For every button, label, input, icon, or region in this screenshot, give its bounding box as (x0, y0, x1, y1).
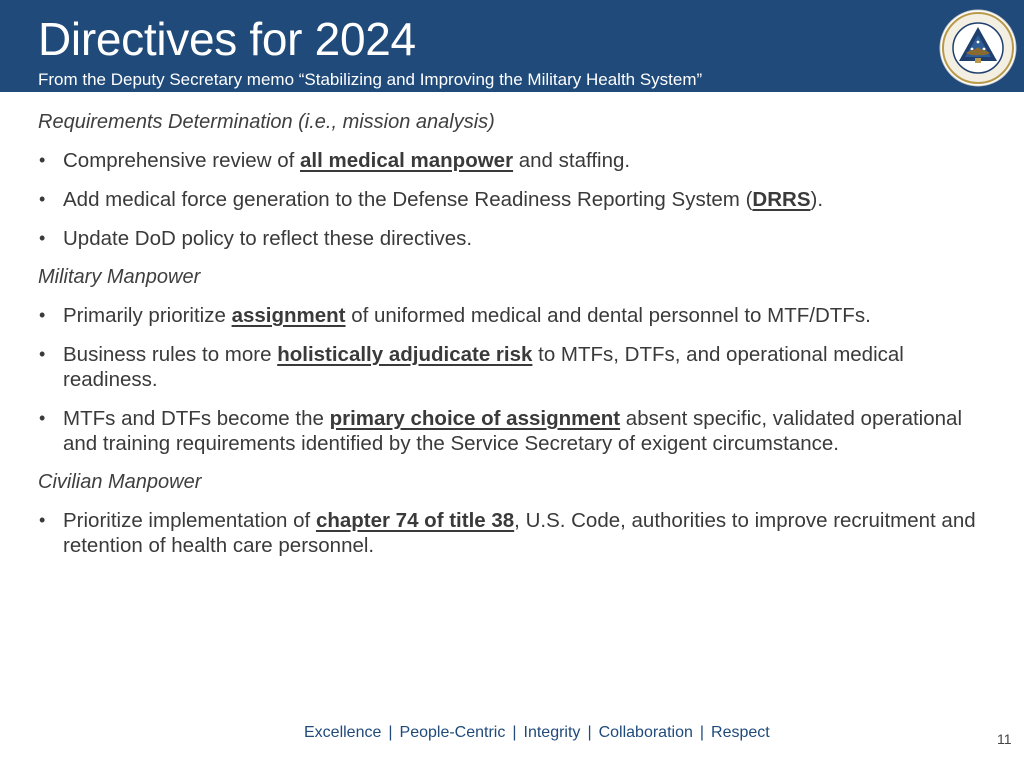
list-item (38, 406, 988, 456)
footer-value: People-Centric (399, 724, 506, 741)
footer-value: Integrity (523, 724, 581, 741)
page-subtitle: From the Deputy Secretary memo “Stabilizing and Improving the Military Health System” (38, 70, 703, 89)
bullet-text: , U.S. Code, authorities to improve recruitment and retention of health care personnel. (63, 509, 976, 557)
bullet-text: ). (810, 188, 824, 211)
bullet-emphasis: assignment (231, 304, 346, 327)
bullet-text: Primarily prioritize (63, 304, 232, 327)
section-title: Requirements Determination (i.e., mission analysis) (38, 111, 495, 133)
list-item (38, 226, 988, 251)
section-civilian-manpower (38, 470, 988, 558)
bullet-text: Prioritize implementation of (63, 509, 316, 532)
bullet-emphasis: chapter 74 of title 38 (315, 509, 515, 532)
bullet-list (38, 148, 988, 251)
footer-value: Respect (711, 724, 770, 741)
bullet-text: Add medical force generation to the Defense Readiness Reporting System ( (63, 188, 753, 211)
bullet-list (38, 303, 988, 456)
bullet-emphasis: primary choice of assignment (329, 407, 621, 430)
footer-separator: | (388, 724, 393, 741)
bullet-emphasis: DRRS (752, 188, 811, 211)
bullet-text: to MTFs, DTFs, and operational medical readiness. (63, 343, 904, 391)
list-item (38, 508, 988, 558)
bullet-text: MTFs and DTFs become the (63, 407, 330, 430)
footer-separator: | (587, 724, 592, 741)
bullet-list (38, 508, 988, 558)
bullet-text: Update DoD policy to reflect these directives. (63, 227, 473, 250)
list-item (38, 148, 988, 173)
section-title: Military Manpower (38, 266, 201, 288)
section-requirements-determination (38, 110, 988, 251)
bullet-text: absent specific, validated operational and training requirements identified by the Service Secretary of exigent circumstance. (63, 407, 962, 455)
footer-separator: | (512, 724, 517, 741)
page-title: Directives for 2024 (38, 13, 416, 65)
bullet-text: of uniformed medical and dental personnel to MTF/DTFs. (345, 304, 871, 327)
list-item (38, 187, 988, 212)
slide-content (38, 110, 988, 572)
footer-separator: | (699, 724, 705, 741)
header-bar (0, 0, 1024, 92)
footer-value: Excellence (304, 724, 382, 741)
list-item (38, 342, 988, 392)
bullet-emphasis: all medical manpower (300, 149, 514, 172)
section-title: Civilian Manpower (38, 471, 202, 493)
footer-value: Collaboration (598, 724, 693, 741)
list-item (38, 303, 988, 328)
section-military-manpower (38, 265, 988, 456)
bullet-text: Business rules to more (63, 343, 278, 366)
bullet-text: Comprehensive review of (63, 149, 300, 172)
footer-values-line (304, 724, 770, 742)
page-number: 11 (997, 731, 1012, 747)
bullet-text: and staffing. (513, 149, 631, 172)
dod-personnel-readiness-seal-icon (939, 9, 1017, 87)
bullet-emphasis: holistically adjudicate risk (277, 343, 533, 366)
